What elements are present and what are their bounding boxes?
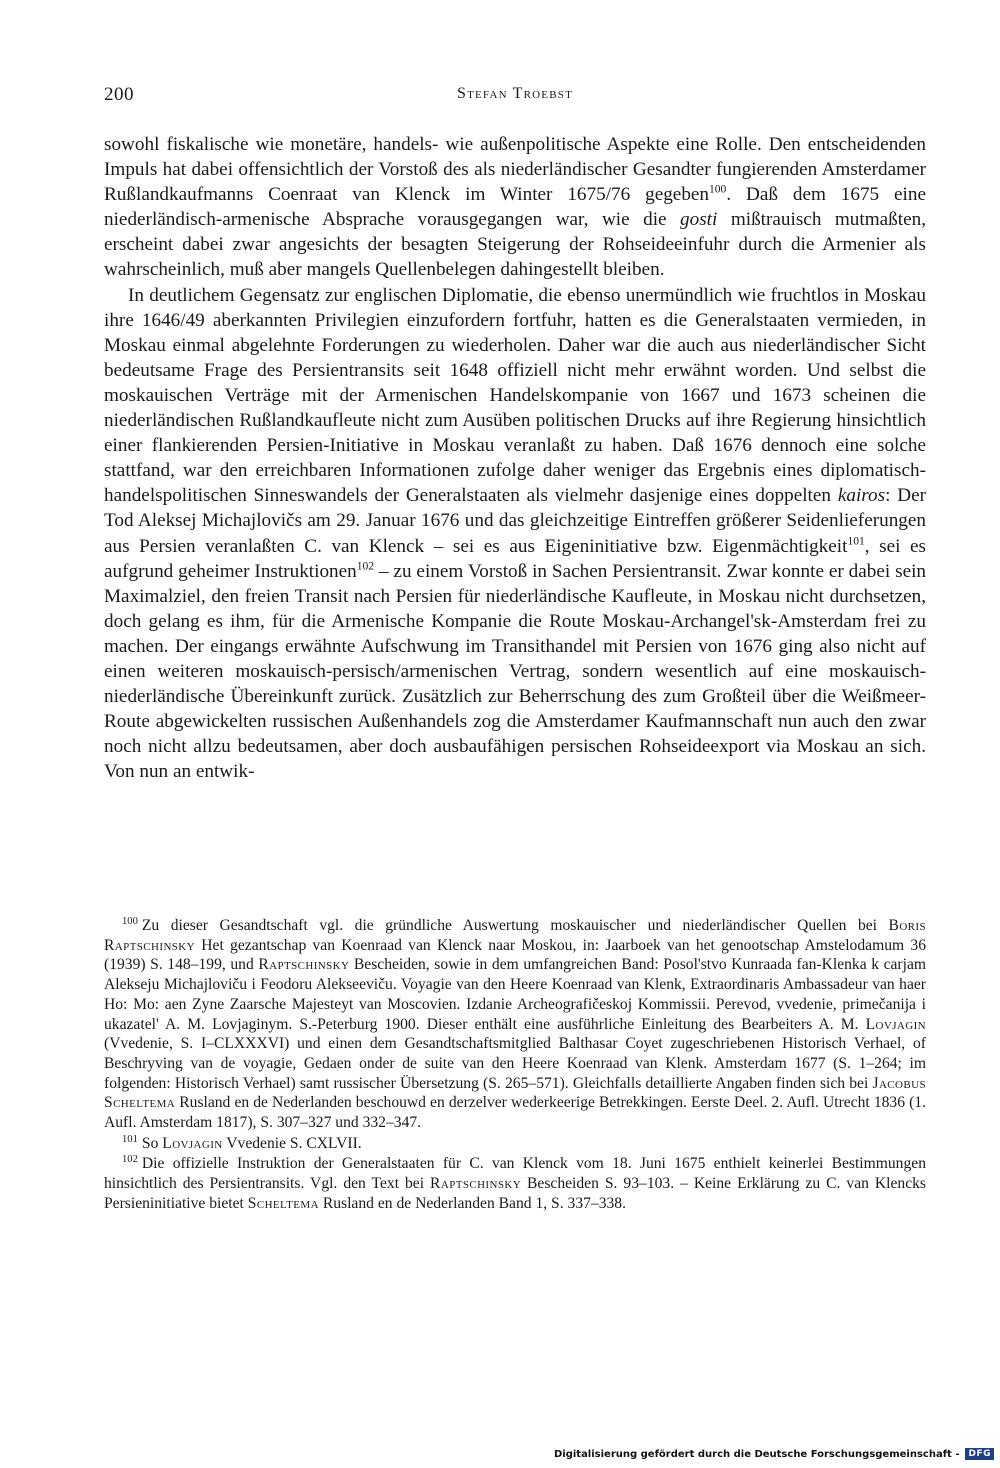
- footnote-101: [104, 1134, 926, 1154]
- text-run: Rusland en de Nederlanden beschouwd en derzelver wederkeerige Betrekkingen. Eerste Deel. 2. Aufl. Utrecht 1836 (1. Aufl. Amsterdam 1817), S. 307–327 und 332–347.: [104, 1094, 926, 1132]
- text-run: : Der Tod Aleksej Michajlovičs am 29. Januar 1676 und das gleichzeitige Eintreffen größerer Seidenlieferungen aus Persien veranlaßten C. van Klenck – sei es aus Eigeninitiative bzw. Eigenmächtigkeit: [104, 485, 927, 557]
- text-run: , sei es aufgrund geheimer Instruktionen: [104, 535, 926, 582]
- digitization-banner: [554, 1446, 994, 1462]
- text-run: Zu dieser Gesandtschaft vgl. die gründliche Auswertung moskauischer und niederländischer Quellen bei: [141, 917, 889, 934]
- text-run: In deutlichem Gegensatz zur englischen Diplomatie, die ebenso unermündlich wie fruchtlos in Moskau ihre 1646/49 aberkannten Privilegien einzufordern fortfuhr, hatten es die Generalstaaten vermieden, in Moskau einmal abgelehnte Forderungen zu wiederholen. Daher war die auch aus niederländischer Sicht bedeutsame Frage des Persientransits seit 1648 offiziell nicht mehr erwähnt worden. Und selbst die moskauischen Verträge mit der Armenischen Handelskompanie von 1667 und 1673 scheinen die niederländischen Rußlandkaufleute nicht zum Ausüben politischen Drucks auf ihre Regierung hinsichtlich einer flankierenden Persien-Initiative in Moskau veranlaßt zu haben. Daß 1676 dennoch eine solche stattfand, war den erreichbaren Informationen zufolge daher weniger das Ergebnis eines diplomatisch-handelspolitischen Sinneswandels der Generalstaaten als vielmehr dasjenige eines doppelten: [104, 284, 926, 507]
- footnote-number: 102: [122, 1154, 138, 1166]
- paragraph-1: [104, 132, 926, 283]
- text-run: sowohl fiskalische wie monetäre, handels- wie außenpolitische Aspekte eine Rolle. Den entscheidenden Impuls hat dabei offensichtlich der Vorstoß des als niederländischer Gesandter fungierenden Amsterdamer Rußlandkaufmanns Coenraat van Klenck im Winter 1675/76 gegeben: [104, 134, 926, 206]
- italic-term-gosti: gosti: [680, 209, 718, 231]
- text-run: (Vvedenie, S. I–CLXXXVI) und einen dem Gesandtschaftsmitglied Balthasar Coyet zugeschriebenen Historisch Verhael, of Beschryving van de voyagie, Gedaen onder de suite van den Heere Koenraad van Klenk. Amsterdam 1677 (S. 1–264; im folgenden: Historisch Verhael) samt russischer Übersetzung (S. 265–571). Gleichfalls detaillierte Angaben finden sich bei: [104, 1035, 926, 1092]
- page-header: [104, 84, 926, 114]
- text-run: Vvedenie S. CXLVII.: [222, 1134, 362, 1152]
- text-run: Het gezantschap van Koenraad van Klenck naar Moskou, in: Jaarboek van het genootschap Amstelodamum 36 (1939) S. 148–199, und: [104, 936, 926, 974]
- dfg-logo: DFG: [965, 1448, 994, 1460]
- footnote-100: [104, 916, 926, 1133]
- author-name: Raptschinsky: [258, 956, 350, 974]
- footnote-ref-102[interactable]: 102: [356, 560, 375, 573]
- footnote-number: 100: [122, 915, 138, 927]
- text-run: Bescheiden, sowie in dem umfangreichen Band: Posol'stvo Kunraada fan-Klenka k carjam Alekseju Michajloviču i Feodoru Alekseeviču. Voyagie van den Heere Koenraad van Klenk, Extraordinaris Ambassadeur van haer Ho: Mo: aen Zyne Zaarsche Majesteyt van Moscovien. Izdanie Archeografičeskoj Kommissii. Perevod, vvedenie, primečanija i ukazatel' A. M. Lovjaginym. S.-Peterburg 1900. Dieser enthält eine ausführliche Einleitung des Bearbeiters A. M.: [104, 956, 926, 1033]
- text-run: Rusland en de Nederlanden Band 1, S. 337–338.: [318, 1194, 626, 1212]
- italic-term-kairos: kairos: [837, 485, 886, 507]
- main-text: [104, 132, 926, 784]
- text-run: So: [141, 1134, 163, 1152]
- footnotes: [104, 916, 926, 1214]
- author-name: Boris Raptschinsky: [104, 917, 926, 954]
- author-name: Raptschinsky: [430, 1175, 522, 1193]
- footnote-number: 101: [122, 1133, 138, 1145]
- footnote-ref-101[interactable]: 101: [847, 535, 865, 548]
- footnote-102: [104, 1154, 926, 1213]
- running-head: Stefan Troebst: [457, 85, 573, 102]
- text-run: – zu einem Vorstoß in Sachen Persientransit. Zwar konnte er dabei sein Maximalziel, den freien Transit nach Persien für niederländische Kaufleute, in Moskau nicht durchsetzen, doch gelang es ihm, für die Armenische Kompanie die Route Moskau-Archangel'sk-Amsterdam frei zu machen. Der eingangs erwähnte Aufschwung im Transithandel mit Persien von 1676 ging also nicht auf einen weiteren moskauisch-persisch/armenischen Vertrag, sondern wesentlich auf eine moskauisch-niederländische Übereinkunft zurück. Zusätzlich zur Beherrschung des zum Großteil über die Weißmeer-Route abgewickelten russischen Außenhandels zog die Amsterdamer Kaufmannschaft nun auch den zwar noch nicht allzu bedeutsamen, aber doch ausbaufähigen persischen Rohseideexport via Moskau an sich. Von nun an entwik-: [104, 560, 927, 783]
- text-run: Die offizielle Instruktion der Generalstaaten für C. van Klenck vom 18. Juni 1675 enthielt keinerlei Bestimmungen hinsichtlich des Persientransits. Vgl. den Text bei: [104, 1155, 926, 1193]
- funding-notice: Digitalisierung gefördert durch die Deutsche Forschungsgemeinschaft -: [553, 1448, 960, 1460]
- footnote-ref-100[interactable]: 100: [709, 183, 727, 196]
- author-name: Lovjagin: [162, 1134, 223, 1152]
- text-run: Bescheiden S. 93–103. – Keine Erklärung zu C. van Klencks Persieninitiative bietet: [104, 1175, 926, 1212]
- author-name: Lovjagin: [865, 1015, 926, 1033]
- author-name: Jacobus Scheltema: [104, 1074, 926, 1112]
- page-number: 200: [104, 84, 134, 105]
- text-run: . Daß dem 1675 eine niederländisch-armenische Absprache vorausgegangen war, wie die: [104, 184, 926, 231]
- author-name: Scheltema: [247, 1194, 319, 1212]
- text-run: mißtrauisch mutmaßten, erscheint dabei zwar angesichts der besagten Steigerung der Rohseideeinfuhr durch die Armenier als wahrscheinlich, muß aber mangels Quellenbelegen dahingestellt bleiben.: [104, 209, 926, 281]
- paragraph-2: [104, 283, 926, 785]
